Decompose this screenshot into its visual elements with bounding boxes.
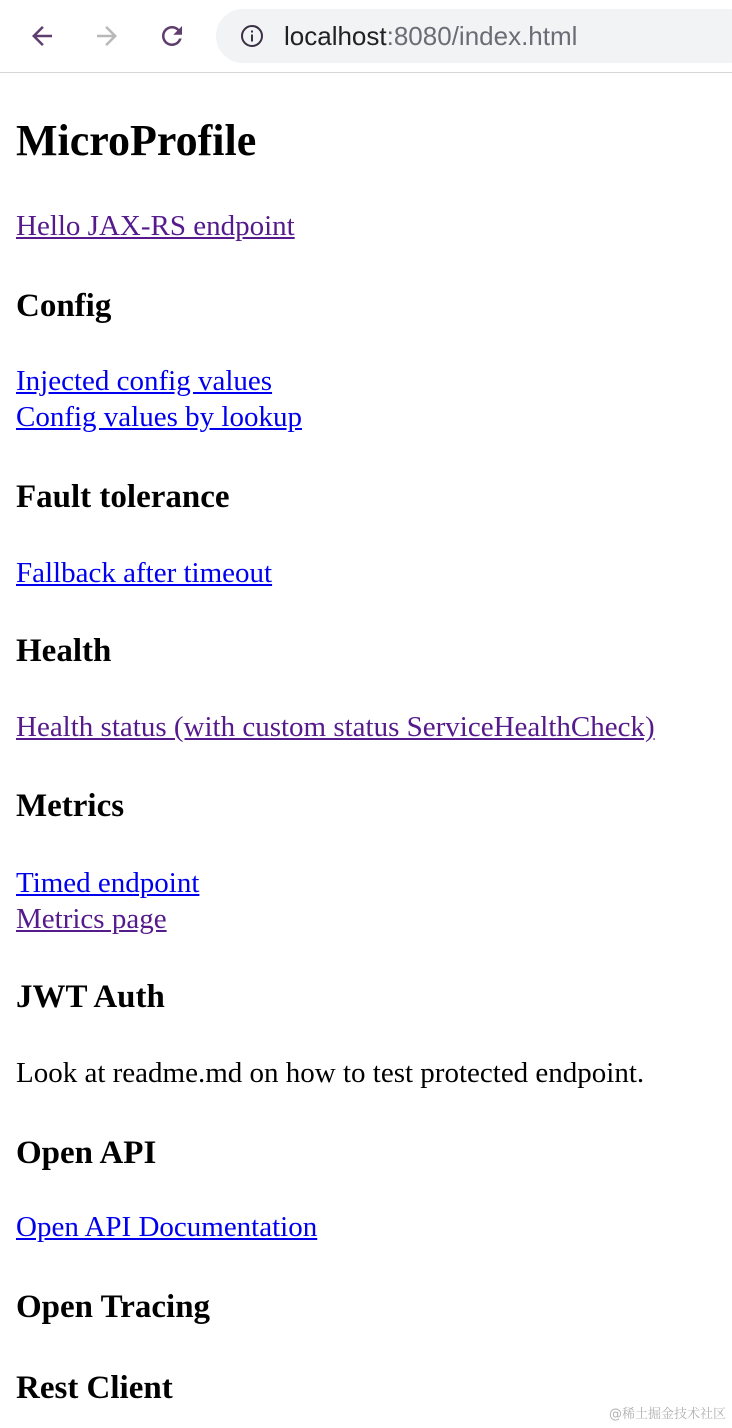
fault-tolerance-heading: Fault tolerance <box>16 479 230 515</box>
timed-endpoint-link[interactable]: Timed endpoint <box>16 867 200 899</box>
metrics-page-link[interactable]: Metrics page <box>16 903 167 935</box>
forward-button[interactable] <box>85 14 129 58</box>
health-heading: Health <box>16 633 112 669</box>
open-api-docs-link[interactable]: Open API Documentation <box>16 1211 318 1243</box>
fallback-timeout-link[interactable]: Fallback after timeout <box>16 557 273 589</box>
injected-config-link[interactable]: Injected config values <box>16 365 273 397</box>
open-tracing-heading: Open Tracing <box>16 1289 211 1325</box>
jwt-auth-heading: JWT Auth <box>16 979 165 1015</box>
rest-client-heading: Rest Client <box>16 1370 173 1406</box>
arrow-left-icon <box>27 21 57 51</box>
back-button[interactable] <box>20 14 64 58</box>
open-api-heading: Open API <box>16 1135 157 1171</box>
config-heading: Config <box>16 288 112 324</box>
url-path: :8080/index.html <box>386 21 578 51</box>
address-bar[interactable] <box>216 9 732 63</box>
reload-icon <box>157 21 187 51</box>
arrow-right-icon <box>92 21 122 51</box>
metrics-heading: Metrics <box>16 788 125 824</box>
hello-jaxrs-link[interactable]: Hello JAX-RS endpoint <box>16 210 295 242</box>
jwt-auth-text: Look at readme.md on how to test protected endpoint. <box>16 1057 645 1089</box>
health-status-link[interactable]: Health status (with custom status ServiceHealthCheck) <box>16 711 655 743</box>
browser-toolbar <box>0 0 732 73</box>
config-lookup-link[interactable]: Config values by lookup <box>16 401 302 433</box>
url-host: localhost <box>284 21 387 51</box>
url-text[interactable] <box>284 19 577 53</box>
page-title: MicroProfile <box>16 116 257 165</box>
watermark: @稀土掘金技术社区 <box>608 1407 726 1422</box>
reload-button[interactable] <box>150 14 194 58</box>
info-icon[interactable] <box>240 24 264 48</box>
